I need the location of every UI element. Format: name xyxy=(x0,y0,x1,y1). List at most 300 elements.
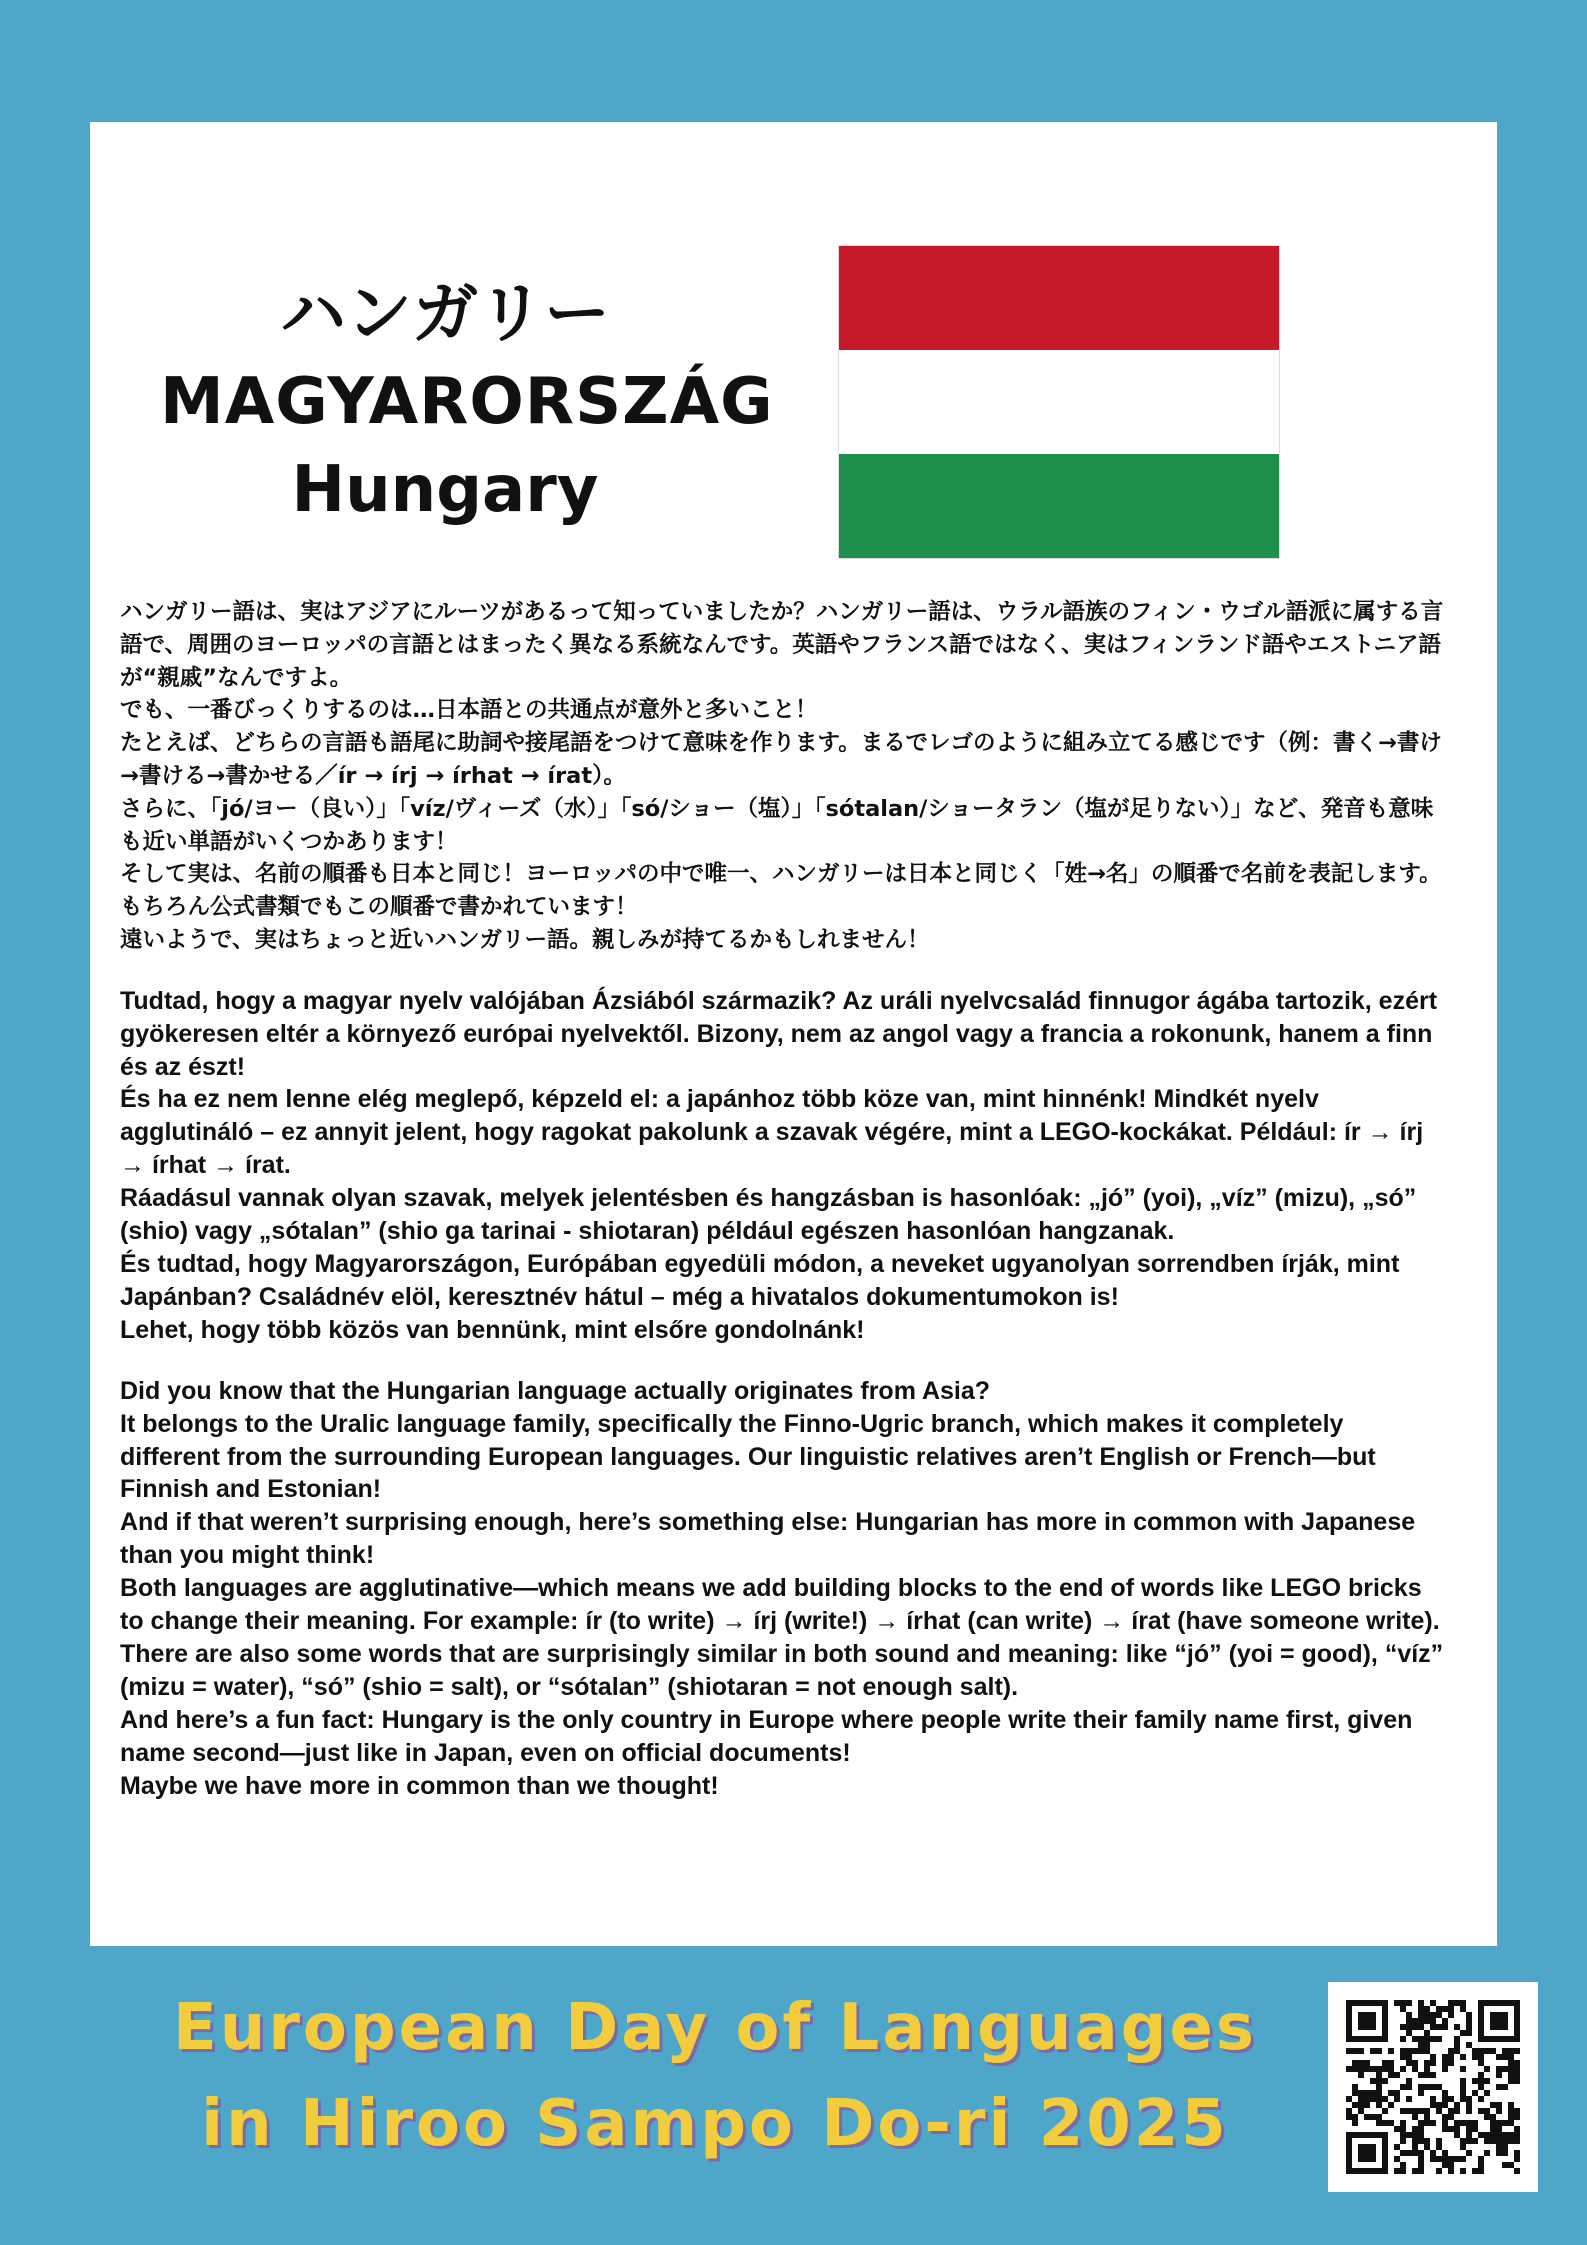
qr-module xyxy=(1382,2108,1388,2114)
qr-module xyxy=(1460,2096,1466,2102)
qr-module xyxy=(1418,2036,1424,2042)
qr-module xyxy=(1400,2150,1406,2156)
qr-module xyxy=(1412,2126,1418,2132)
qr-module xyxy=(1448,2126,1454,2132)
qr-module xyxy=(1448,2096,1454,2102)
qr-module xyxy=(1376,2090,1382,2096)
qr-module xyxy=(1478,2108,1484,2114)
qr-module xyxy=(1382,2168,1388,2174)
qr-module xyxy=(1424,2120,1430,2126)
qr-module xyxy=(1490,2036,1496,2042)
qr-module xyxy=(1502,2048,1508,2054)
qr-module xyxy=(1454,2126,1460,2132)
qr-module xyxy=(1472,2078,1478,2084)
qr-module xyxy=(1466,2150,1472,2156)
qr-module xyxy=(1352,2090,1358,2096)
qr-module xyxy=(1472,2138,1478,2144)
qr-module xyxy=(1478,2024,1484,2030)
qr-module xyxy=(1376,2000,1382,2006)
qr-module xyxy=(1376,2114,1382,2120)
qr-module xyxy=(1364,2096,1370,2102)
qr-module xyxy=(1490,2048,1496,2054)
qr-module xyxy=(1466,2096,1472,2102)
qr-module xyxy=(1496,2066,1502,2072)
qr-module xyxy=(1400,2048,1406,2054)
qr-module xyxy=(1412,2144,1418,2150)
qr-module xyxy=(1364,2150,1370,2156)
japanese-paragraph: たとえば、どちらの言語も語尾に助詞や接尾語をつけて意味を作ります。まるでレゴのように組み立てる感じです（例：書く→書け→書ける→書かせる／ír → írj → írhat → írat）。 xyxy=(120,730,1442,789)
qr-module xyxy=(1382,2096,1388,2102)
english-paragraph: And if that weren’t surprising enough, here’s something else: Hungarian has more in common with Japanese than you might think! xyxy=(120,1508,1416,1570)
qr-module xyxy=(1376,2078,1382,2084)
qr-module xyxy=(1472,2120,1478,2126)
qr-module xyxy=(1502,2132,1508,2138)
qr-module xyxy=(1514,2060,1520,2066)
qr-module xyxy=(1370,2156,1376,2162)
qr-module xyxy=(1460,2138,1466,2144)
qr-module xyxy=(1496,2132,1502,2138)
qr-module xyxy=(1418,2138,1424,2144)
qr-module xyxy=(1424,2084,1430,2090)
english-paragraph: It belongs to the Uralic language family, specifically the Finno-Ugric branch, which makes it completely different from the surrounding European languages. Our linguistic relatives aren’t English or French—but Finnish and Estonian! xyxy=(120,1409,1376,1504)
qr-module xyxy=(1502,2150,1508,2156)
qr-module xyxy=(1376,2132,1382,2138)
qr-module xyxy=(1514,2108,1520,2114)
qr-module xyxy=(1358,2024,1364,2030)
qr-module xyxy=(1478,2168,1484,2174)
qr-module xyxy=(1484,2090,1490,2096)
qr-module xyxy=(1508,2000,1514,2006)
qr-module xyxy=(1352,2036,1358,2042)
qr-module xyxy=(1436,2012,1442,2018)
qr-module xyxy=(1418,2072,1424,2078)
qr-module xyxy=(1496,2018,1502,2024)
qr-module xyxy=(1352,2102,1358,2108)
flag-stripe-green xyxy=(839,454,1279,558)
qr-module xyxy=(1478,2156,1484,2162)
qr-module xyxy=(1358,2090,1364,2096)
qr-module xyxy=(1436,2102,1442,2108)
qr-module xyxy=(1382,2120,1388,2126)
qr-module xyxy=(1406,2012,1412,2018)
title-japanese: ハンガリー xyxy=(280,275,610,352)
qr-module xyxy=(1442,2126,1448,2132)
qr-module xyxy=(1418,2150,1424,2156)
qr-module xyxy=(1496,2036,1502,2042)
qr-module xyxy=(1508,2078,1514,2084)
qr-module xyxy=(1496,2072,1502,2078)
qr-module xyxy=(1442,2156,1448,2162)
qr-module xyxy=(1406,2078,1412,2084)
qr-module xyxy=(1352,2132,1358,2138)
qr-module xyxy=(1358,2144,1364,2150)
qr-module xyxy=(1514,2030,1520,2036)
qr-module xyxy=(1508,2162,1514,2168)
page-title xyxy=(160,270,774,534)
qr-module xyxy=(1406,2150,1412,2156)
qr-module xyxy=(1412,2132,1418,2138)
qr-module xyxy=(1424,2138,1430,2144)
qr-module xyxy=(1364,2060,1370,2066)
qr-module xyxy=(1478,2030,1484,2036)
qr-module xyxy=(1460,2168,1466,2174)
qr-module xyxy=(1400,2108,1406,2114)
qr-module xyxy=(1358,2096,1364,2102)
qr-module xyxy=(1436,2006,1442,2012)
qr-module xyxy=(1400,2066,1406,2072)
qr-module xyxy=(1496,2138,1502,2144)
qr-module xyxy=(1442,2120,1448,2126)
qr-module xyxy=(1478,2060,1484,2066)
qr-module xyxy=(1418,2168,1424,2174)
qr-module xyxy=(1514,2036,1520,2042)
qr-module xyxy=(1514,2078,1520,2084)
qr-module xyxy=(1400,2084,1406,2090)
qr-module xyxy=(1376,2168,1382,2174)
qr-module xyxy=(1514,2066,1520,2072)
qr-module xyxy=(1484,2114,1490,2120)
qr-module xyxy=(1442,2018,1448,2024)
english-section xyxy=(120,1375,1450,1803)
hungarian-paragraph: És tudtad, hogy Magyarországon, Európában egyedüli módon, a neveket ugyanolyan sorrendben írják, mint Japánban? Családnév elöl, keresztnév hátul – még a hivatalos dokumentumokon is! xyxy=(120,1250,1400,1311)
hungarian-paragraph: Lehet, hogy több közös van bennünk, mint elsőre gondolnánk! xyxy=(120,1315,865,1344)
title-hungarian: MAGYARORSZÁG xyxy=(160,365,774,439)
qr-module xyxy=(1376,2066,1382,2072)
qr-module xyxy=(1490,2024,1496,2030)
qr-module xyxy=(1418,2126,1424,2132)
qr-module xyxy=(1346,2066,1352,2072)
qr-module xyxy=(1496,2000,1502,2006)
qr-module xyxy=(1394,2126,1400,2132)
qr-module xyxy=(1448,2000,1454,2006)
qr-module xyxy=(1430,2150,1436,2156)
qr-module xyxy=(1448,2168,1454,2174)
qr-module xyxy=(1514,2024,1520,2030)
qr-module xyxy=(1514,2006,1520,2012)
qr-module xyxy=(1358,2168,1364,2174)
event-title-line-2: in Hiroo Sampo Do-ri 2025 xyxy=(201,2087,1229,2161)
qr-module xyxy=(1514,2168,1520,2174)
qr-module xyxy=(1382,2030,1388,2036)
qr-module xyxy=(1382,2036,1388,2042)
qr-module xyxy=(1412,2048,1418,2054)
qr-module xyxy=(1508,2054,1514,2060)
qr-module xyxy=(1358,2000,1364,2006)
qr-module xyxy=(1484,2066,1490,2072)
qr-module xyxy=(1478,2078,1484,2084)
qr-module xyxy=(1502,2138,1508,2144)
qr-module xyxy=(1508,2048,1514,2054)
qr-module xyxy=(1382,2144,1388,2150)
qr-module xyxy=(1508,2132,1514,2138)
qr-module xyxy=(1412,2060,1418,2066)
qr-module xyxy=(1502,2012,1508,2018)
qr-module xyxy=(1466,2012,1472,2018)
qr-module xyxy=(1454,2108,1460,2114)
qr-module xyxy=(1346,2000,1352,2006)
qr-module xyxy=(1364,2102,1370,2108)
qr-module xyxy=(1346,2114,1352,2120)
qr-module xyxy=(1514,2012,1520,2018)
qr-module xyxy=(1514,2138,1520,2144)
qr-module xyxy=(1484,2150,1490,2156)
qr-module xyxy=(1400,2132,1406,2138)
qr-module xyxy=(1514,2114,1520,2120)
qr-module xyxy=(1466,2042,1472,2048)
qr-module xyxy=(1412,2108,1418,2114)
qr-module xyxy=(1508,2138,1514,2144)
qr-module xyxy=(1460,2030,1466,2036)
qr-module xyxy=(1460,2078,1466,2084)
qr-module xyxy=(1460,2144,1466,2150)
qr-module xyxy=(1406,2024,1412,2030)
qr-module xyxy=(1502,2120,1508,2126)
qr-module xyxy=(1400,2168,1406,2174)
qr-module xyxy=(1430,2024,1436,2030)
qr-module xyxy=(1418,2006,1424,2012)
qr-module xyxy=(1460,2000,1466,2006)
qr-module xyxy=(1358,2132,1364,2138)
qr-module xyxy=(1478,2036,1484,2042)
qr-module xyxy=(1460,2006,1466,2012)
qr-module xyxy=(1430,2102,1436,2108)
qr-code-graphic xyxy=(1346,2000,1520,2174)
qr-module xyxy=(1352,2114,1358,2120)
qr-module xyxy=(1436,2138,1442,2144)
qr-module xyxy=(1478,2006,1484,2012)
qr-module xyxy=(1460,2156,1466,2162)
hungarian-section xyxy=(120,985,1450,1347)
qr-module xyxy=(1514,2048,1520,2054)
qr-module xyxy=(1496,2012,1502,2018)
qr-module xyxy=(1382,2024,1388,2030)
qr-module xyxy=(1460,2090,1466,2096)
qr-module xyxy=(1430,2018,1436,2024)
qr-module xyxy=(1346,2036,1352,2042)
qr-module xyxy=(1514,2132,1520,2138)
qr-module xyxy=(1508,2102,1514,2108)
qr-module xyxy=(1346,2138,1352,2144)
qr-module xyxy=(1376,2096,1382,2102)
qr-module xyxy=(1382,2132,1388,2138)
qr-module xyxy=(1382,2018,1388,2024)
qr-module xyxy=(1370,2036,1376,2042)
qr-module xyxy=(1466,2030,1472,2036)
qr-module xyxy=(1388,2060,1394,2066)
qr-module xyxy=(1442,2054,1448,2060)
qr-module xyxy=(1376,2120,1382,2126)
qr-module xyxy=(1412,2168,1418,2174)
qr-module xyxy=(1472,2090,1478,2096)
qr-module xyxy=(1382,2156,1388,2162)
qr-module xyxy=(1502,2162,1508,2168)
qr-module xyxy=(1400,2054,1406,2060)
qr-module xyxy=(1346,2150,1352,2156)
qr-module xyxy=(1412,2138,1418,2144)
qr-module xyxy=(1424,2012,1430,2018)
qr-module xyxy=(1502,2066,1508,2072)
qr-module xyxy=(1424,2048,1430,2054)
qr-module xyxy=(1466,2102,1472,2108)
hungarian-flag xyxy=(838,245,1280,559)
qr-module xyxy=(1418,2018,1424,2024)
qr-module xyxy=(1370,2018,1376,2024)
qr-module xyxy=(1502,2054,1508,2060)
qr-module xyxy=(1496,2054,1502,2060)
qr-module xyxy=(1454,2036,1460,2042)
qr-module xyxy=(1466,2024,1472,2030)
qr-module xyxy=(1364,2018,1370,2024)
qr-module xyxy=(1358,2102,1364,2108)
qr-module xyxy=(1466,2126,1472,2132)
qr-module xyxy=(1424,2060,1430,2066)
qr-module xyxy=(1418,2108,1424,2114)
qr-module xyxy=(1364,2036,1370,2042)
qr-module xyxy=(1370,2144,1376,2150)
qr-module xyxy=(1352,2120,1358,2126)
qr-module xyxy=(1502,2000,1508,2006)
qr-module xyxy=(1430,2012,1436,2018)
qr-module xyxy=(1406,2060,1412,2066)
qr-module xyxy=(1466,2018,1472,2024)
qr-module xyxy=(1364,2000,1370,2006)
qr-module xyxy=(1358,2150,1364,2156)
qr-module xyxy=(1376,2072,1382,2078)
qr-module xyxy=(1484,2138,1490,2144)
qr-module xyxy=(1484,2036,1490,2042)
qr-module xyxy=(1418,2162,1424,2168)
qr-module xyxy=(1382,2066,1388,2072)
qr-module xyxy=(1394,2144,1400,2150)
qr-module xyxy=(1382,2060,1388,2066)
qr-module xyxy=(1424,2042,1430,2048)
qr-module xyxy=(1418,2132,1424,2138)
qr-module xyxy=(1466,2108,1472,2114)
qr-module xyxy=(1370,2078,1376,2084)
qr-module xyxy=(1418,2084,1424,2090)
english-paragraph: There are also some words that are surprisingly similar in both sound and meaning: like “jó” (yoi = good), “víz” (mizu = water), “só” (shio = salt), or “sótalan” (shiotaran = not enough salt). xyxy=(120,1639,1444,1701)
qr-module xyxy=(1394,2072,1400,2078)
japanese-paragraph: さらに、「jó/ヨー（良い）」「víz/ヴィーズ（水）」「só/ショー（塩）」「sótalan/ショータラン（塩が足りない）」など、発音も意味も近い単語がいくつかあります！ xyxy=(120,795,1434,855)
qr-module xyxy=(1418,2000,1424,2006)
qr-module xyxy=(1508,2120,1514,2126)
qr-module xyxy=(1460,2120,1466,2126)
qr-module xyxy=(1406,2030,1412,2036)
japanese-paragraph: そして実は、名前の順番も日本と同じ！ヨーロッパの中で唯一、ハンガリーは日本と同じく「姓→名」の順番で名前を表記します。もちろん公式書類でもこの順番で書かれています！ xyxy=(120,861,1442,921)
qr-module xyxy=(1346,2006,1352,2012)
qr-module xyxy=(1406,2132,1412,2138)
qr-module xyxy=(1478,2132,1484,2138)
qr-module xyxy=(1370,2000,1376,2006)
qr-module xyxy=(1406,2018,1412,2024)
qr-module xyxy=(1364,2024,1370,2030)
flag-stripe-white xyxy=(839,350,1279,454)
qr-module xyxy=(1382,2150,1388,2156)
qr-module xyxy=(1394,2168,1400,2174)
qr-module xyxy=(1448,2108,1454,2114)
qr-module xyxy=(1436,2156,1442,2162)
qr-module xyxy=(1364,2012,1370,2018)
qr-module xyxy=(1418,2024,1424,2030)
qr-module xyxy=(1406,2054,1412,2060)
qr-module xyxy=(1430,2072,1436,2078)
qr-module xyxy=(1490,2000,1496,2006)
qr-module xyxy=(1448,2048,1454,2054)
qr-module xyxy=(1352,2060,1358,2066)
qr-module xyxy=(1382,2078,1388,2084)
qr-module xyxy=(1466,2138,1472,2144)
qr-module xyxy=(1346,2108,1352,2114)
qr-module xyxy=(1424,2072,1430,2078)
qr-module xyxy=(1364,2144,1370,2150)
qr-module xyxy=(1364,2066,1370,2072)
qr-module xyxy=(1412,2150,1418,2156)
qr-module xyxy=(1358,2156,1364,2162)
qr-module xyxy=(1370,2132,1376,2138)
qr-module xyxy=(1406,2048,1412,2054)
qr-module xyxy=(1418,2120,1424,2126)
qr-module xyxy=(1370,2066,1376,2072)
qr-module xyxy=(1478,2096,1484,2102)
qr-module xyxy=(1454,2000,1460,2006)
qr-module xyxy=(1478,2162,1484,2168)
qr-module xyxy=(1490,2120,1496,2126)
qr-module xyxy=(1502,2018,1508,2024)
qr-module xyxy=(1436,2168,1442,2174)
qr-module xyxy=(1430,2054,1436,2060)
qr-module xyxy=(1430,2120,1436,2126)
qr-module xyxy=(1424,2108,1430,2114)
qr-module xyxy=(1514,2000,1520,2006)
qr-module xyxy=(1502,2024,1508,2030)
qr-module xyxy=(1352,2084,1358,2090)
qr-module xyxy=(1370,2114,1376,2120)
qr-module xyxy=(1382,2006,1388,2012)
qr-module xyxy=(1406,2096,1412,2102)
qr-module xyxy=(1346,2168,1352,2174)
qr-module xyxy=(1346,2012,1352,2018)
qr-module xyxy=(1496,2150,1502,2156)
qr-module xyxy=(1400,2000,1406,2006)
qr-module xyxy=(1454,2042,1460,2048)
qr-module xyxy=(1346,2024,1352,2030)
qr-module xyxy=(1490,2126,1496,2132)
qr-module xyxy=(1478,2084,1484,2090)
qr-module xyxy=(1484,2048,1490,2054)
qr-module xyxy=(1436,2024,1442,2030)
qr-module xyxy=(1514,2156,1520,2162)
qr-module xyxy=(1484,2132,1490,2138)
event-banner xyxy=(110,1980,1320,2172)
qr-module xyxy=(1424,2114,1430,2120)
english-paragraph: Maybe we have more in common than we thought! xyxy=(120,1771,719,1800)
qr-module xyxy=(1406,2108,1412,2114)
qr-module xyxy=(1400,2162,1406,2168)
qr-module xyxy=(1478,2054,1484,2060)
japanese-paragraph: 遠いようで、実はちょっと近いハンガリー語。親しみが持てるかもしれません！ xyxy=(120,926,930,953)
qr-module xyxy=(1430,2096,1436,2102)
qr-module xyxy=(1448,2012,1454,2018)
qr-module xyxy=(1352,2066,1358,2072)
qr-module xyxy=(1364,2090,1370,2096)
qr-module xyxy=(1370,2012,1376,2018)
qr-module xyxy=(1412,2036,1418,2042)
qr-module xyxy=(1448,2054,1454,2060)
qr-module xyxy=(1442,2102,1448,2108)
qr-module xyxy=(1382,2162,1388,2168)
qr-code-icon[interactable] xyxy=(1328,1982,1538,2192)
title-english: Hungary xyxy=(291,453,599,527)
